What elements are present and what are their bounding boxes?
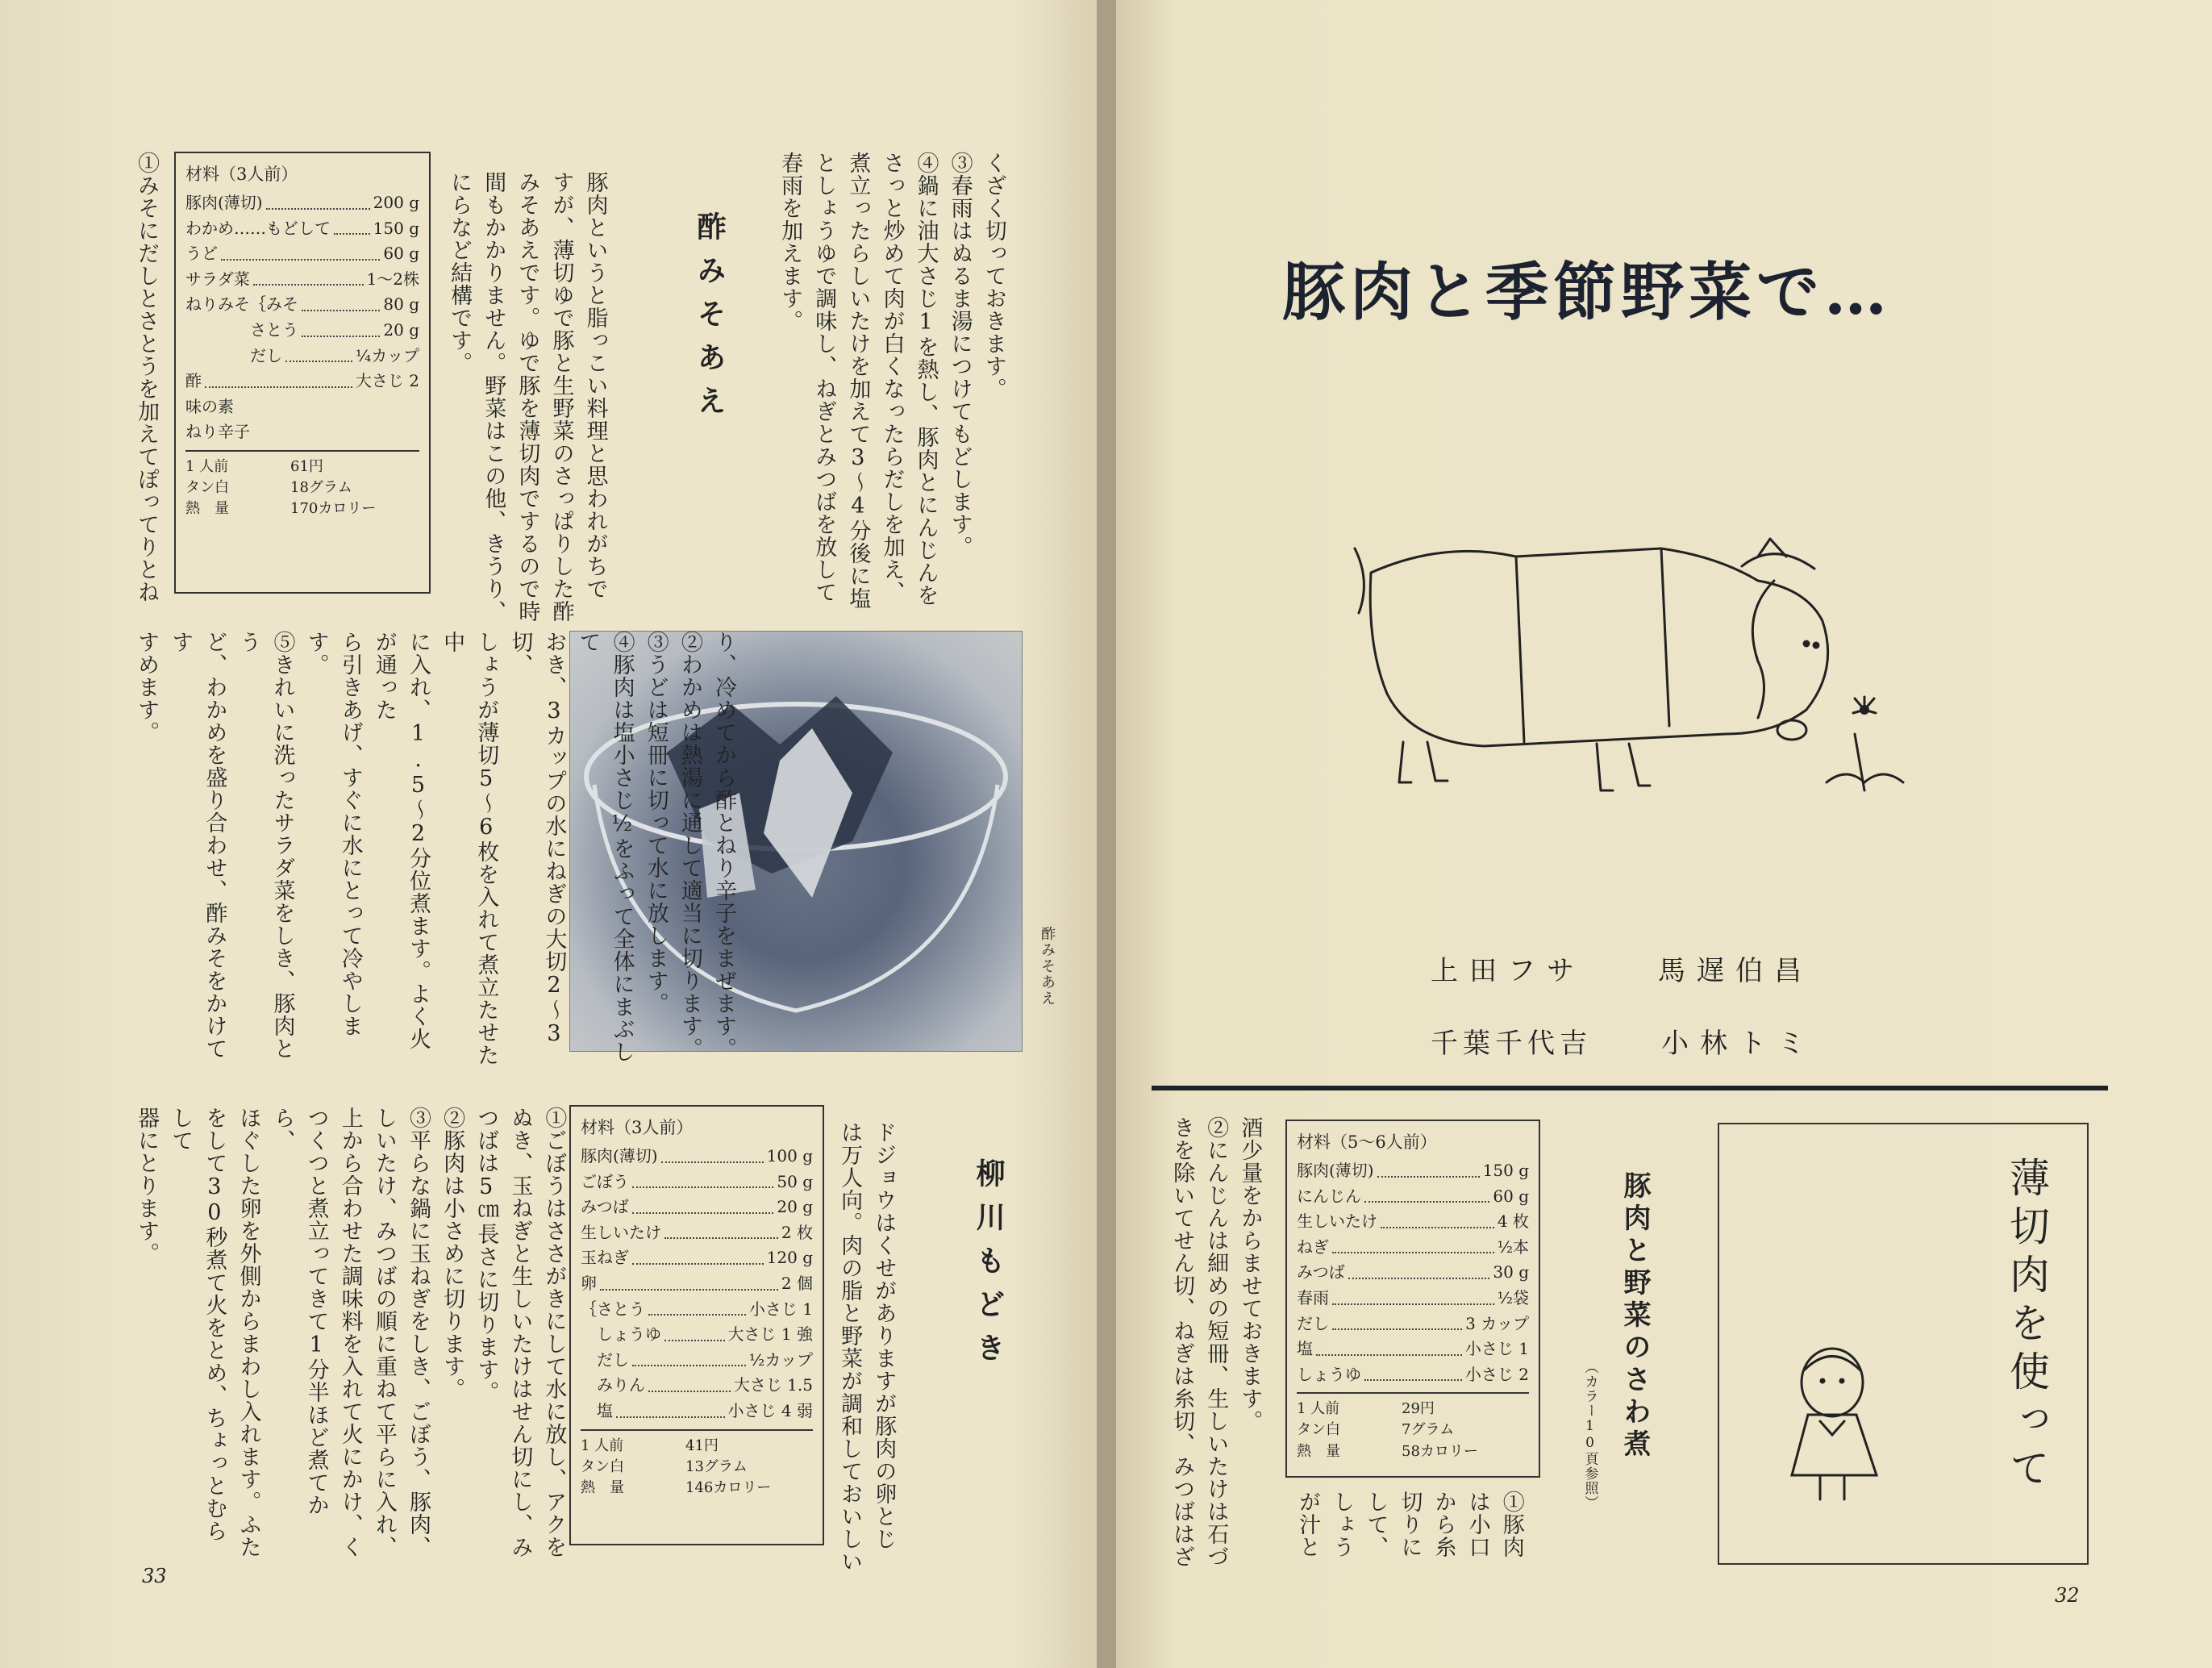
pig-illustration bbox=[1323, 524, 1935, 831]
nutrition-info: 1 人前 61円 タン白 18グラム 熱 量 170カロリー bbox=[185, 450, 419, 519]
steps-tail bbox=[773, 152, 1010, 652]
step-line: 酒少量をからませておきます。 bbox=[1237, 1116, 1263, 1432]
ingredients-title: 材料（3人前） bbox=[581, 1118, 694, 1137]
ingredient-row: 卵 2 個 bbox=[581, 1271, 813, 1297]
ingredient-row: 塩 小さじ 1 bbox=[1297, 1336, 1529, 1362]
intro-line: 豚肉というと脂っこい料理と思われがちで bbox=[582, 171, 608, 600]
photo-caption: 酢みそあえ bbox=[1039, 926, 1056, 1007]
ingredient-row: 塩 小さじ 4 弱 bbox=[581, 1399, 813, 1424]
page-number-right: 32 bbox=[2055, 1584, 2080, 1607]
step-line: つばは5㎝長さに切ります。 bbox=[473, 1107, 499, 1403]
recipe-title-yanagawa: 柳川もどき bbox=[972, 1158, 1006, 1376]
step-line: ど、わかめを盛り合わせ、酢みそをかけてす bbox=[168, 631, 227, 1060]
step1-sumiso: ①みそにだしとさとうを加えてぽってりとね bbox=[134, 152, 160, 603]
ingredient-row: 豚肉(薄切) 150 g bbox=[1297, 1158, 1529, 1184]
step-line: ②豚肉は小さめに切ります。 bbox=[439, 1107, 465, 1400]
step-line: して、 bbox=[1363, 1491, 1389, 1558]
ingredient-row: 玉ねぎ 120 g bbox=[581, 1245, 813, 1271]
ingredient-row: ｛さとう 小さじ 1 bbox=[581, 1297, 813, 1323]
step-line: ほぐした卵を外側からまわし入れます。ふた bbox=[235, 1107, 261, 1558]
steps-yanagawa bbox=[129, 1107, 570, 1558]
ingredient-row: しょうゆ 大さじ 1 強 bbox=[581, 1322, 813, 1348]
step-line: としょうゆで調味し、ねぎとみつばを放して bbox=[811, 152, 837, 603]
step-line: きを除いてせん切、ねぎは糸切、みつばはざ bbox=[1169, 1116, 1195, 1568]
step-line: ①豚肉 bbox=[1498, 1491, 1524, 1558]
ingredient-row: 春雨 ½袋 bbox=[1297, 1286, 1529, 1311]
ingredients-title: 材料（5〜6人前） bbox=[1297, 1132, 1437, 1152]
step-line: おき、3カップの水にねぎの大切2〜3切、 bbox=[507, 631, 567, 1047]
step-line: ③平らな鍋に玉ねぎをしき、ごぼう、豚肉、 bbox=[405, 1107, 431, 1558]
step-line: は小口 bbox=[1464, 1491, 1490, 1558]
step-line: 上から合わせた調味料を入れて火にかけ、く bbox=[337, 1107, 363, 1558]
nutrition-info: 1 人前 29円 タン白 7グラム 熱 量 58カロリー bbox=[1297, 1392, 1529, 1462]
ingredient-row: サラダ菜 1〜2株 bbox=[185, 267, 419, 293]
ingredients-box-sumiso bbox=[174, 152, 431, 594]
step-line: 切りに bbox=[1397, 1491, 1423, 1558]
step-line: すめます。 bbox=[134, 631, 160, 744]
step-line: くざく切っておきます。 bbox=[981, 152, 1006, 400]
ingredient-row: だし 3 カップ bbox=[1297, 1311, 1529, 1337]
ingredient-row: ごぼう 50 g bbox=[581, 1170, 813, 1195]
ingredient-row: 酢 大さじ 2 bbox=[185, 369, 419, 394]
nutrition-info: 1 人前 41円 タン白 13グラム 熱 量 146カロリー bbox=[581, 1429, 813, 1499]
author-ba: 馬遅伯昌 bbox=[1658, 955, 1813, 987]
intro-line: すが、薄切ゆで豚と生野菜のさっぱりした酢 bbox=[548, 171, 574, 623]
author-ueda: 上田フサ bbox=[1431, 955, 1585, 987]
ingredient-row: 豚肉(薄切) 100 g bbox=[581, 1144, 813, 1170]
main-title: 豚肉と季節野菜で… bbox=[1282, 256, 1893, 329]
ingredient-row: みつば 20 g bbox=[581, 1195, 813, 1220]
ingredient-row: ねり辛子 bbox=[185, 422, 250, 442]
step-line: ⑤きれいに洗ったサラダ菜をしき、豚肉とう bbox=[235, 631, 295, 1060]
step-line: ③うどは短冊に切って水に放します。 bbox=[643, 631, 669, 1015]
steps-sawani-left bbox=[1164, 1116, 1266, 1568]
step-line: しょうが薄切5〜6枚を入れて煮立たせた中 bbox=[439, 631, 499, 1066]
recipe-title-sumiso: 酢みそあえ bbox=[693, 211, 727, 429]
step-line: ぬき、玉ねぎと生しいたけはせん切にし、み bbox=[507, 1107, 533, 1558]
steps-sawani-right bbox=[1290, 1491, 1528, 1587]
ingredient-row: だし ¼カップ bbox=[185, 344, 419, 369]
step-line: り、冷めてから酢とねり辛子をまぜます。 bbox=[710, 631, 736, 1060]
step-line: ④鍋に油大さじ1を熱し、豚肉とにんじんを bbox=[913, 152, 939, 607]
ingredient-row: 生しいたけ 2 枚 bbox=[581, 1220, 813, 1246]
step-line: しょう bbox=[1329, 1491, 1355, 1558]
step-line: しいたけ、みつばの順に重ねて平らに入れ、 bbox=[371, 1107, 397, 1558]
intro-line: ドジョウはくせがありますが豚肉の卵とじ bbox=[871, 1121, 897, 1550]
step-line: が汁と bbox=[1295, 1491, 1321, 1558]
step-line: に入れ、1.5〜2分位煮ます。よく火が通った bbox=[371, 631, 431, 1050]
ingredient-row: みりん 大さじ 1.5 bbox=[581, 1373, 813, 1399]
step-line: をして30秒煮て火をとめ、ちょっとむらして bbox=[168, 1107, 227, 1542]
ingredient-row: ねりみそ｛みそ 80 g bbox=[185, 292, 419, 318]
step-line: ②にんじんは細めの短冊、生しいたけは石づ bbox=[1203, 1116, 1229, 1568]
ingredients-title: 材料（3人前） bbox=[185, 165, 298, 184]
step-line: つくつと煮立ってきて1分半ほど煮てから、 bbox=[269, 1107, 329, 1516]
ingredient-row: 豚肉(薄切) 200 g bbox=[185, 190, 419, 216]
feature-box bbox=[1718, 1123, 2089, 1565]
intro-line: 間もかかりません。野菜はこの他、きうり、 bbox=[481, 171, 506, 623]
step-line: ら引きあげ、すぐに水にとって冷やします。 bbox=[303, 631, 363, 1037]
steps-sumiso bbox=[129, 631, 740, 1066]
ingredient-row: うど 60 g bbox=[185, 241, 419, 267]
intro-line: は万人向。肉の脂と野菜が調和しておいしい bbox=[837, 1121, 863, 1573]
step-line: さっと炒めて肉が白くなったらだしを加え、 bbox=[879, 152, 905, 603]
ingredient-row: 味の素 bbox=[185, 396, 234, 416]
author-chiba: 千葉千代吉 bbox=[1431, 1028, 1592, 1060]
step-line: から糸 bbox=[1431, 1491, 1456, 1558]
author-kobayashi: 小林トミ bbox=[1661, 1028, 1816, 1060]
step-line: ③春雨はぬるま湯につけてもどします。 bbox=[947, 152, 973, 558]
recipe-note: （カラー10頁参照） bbox=[1581, 1360, 1598, 1510]
ingredient-row: だし ½カップ bbox=[581, 1348, 813, 1374]
ingredient-row: しょうゆ 小さじ 2 bbox=[1297, 1362, 1529, 1388]
ingredient-row: 生しいたけ 4 枚 bbox=[1297, 1209, 1529, 1235]
intro-line: みそあえです。ゆで豚を薄切肉でするので時 bbox=[514, 171, 540, 623]
section-rule bbox=[1152, 1086, 2108, 1090]
step-line: ②わかめは熱湯に通して適当に切ります。 bbox=[677, 631, 702, 1060]
ingredient-row: ねぎ ½本 bbox=[1297, 1235, 1529, 1261]
step-line: 春雨を加えます。 bbox=[777, 152, 803, 332]
step-line: ④豚肉は塩小さじ½をふって全体にまぶして bbox=[575, 631, 635, 1063]
intro-sumiso bbox=[442, 171, 612, 623]
step-line: 器にとります。 bbox=[134, 1107, 160, 1265]
recipe-title-sawani: 豚肉と野菜のさわ煮 bbox=[1618, 1171, 1652, 1462]
ingredient-row: にんじん 60 g bbox=[1297, 1184, 1529, 1210]
page-number-left: 33 bbox=[142, 1565, 167, 1587]
intro-line: にらなど結構です。 bbox=[447, 171, 473, 374]
ingredients-box-yanagawa bbox=[569, 1105, 824, 1545]
ingredients-box-sawani bbox=[1285, 1120, 1540, 1478]
girl-illustration bbox=[1776, 1334, 1905, 1512]
intro-yanagawa bbox=[832, 1121, 900, 1573]
book-gutter bbox=[1097, 0, 1116, 1668]
ingredient-row: みつば 30 g bbox=[1297, 1260, 1529, 1286]
step-line: 煮立ったらしいたけを加えて3〜4分後に塩 bbox=[845, 152, 871, 610]
ingredient-row: わかめ……もどして 150 g bbox=[185, 216, 419, 242]
step-line: ①ごぼうはささがきにして水に放し、アクを bbox=[541, 1107, 567, 1558]
feature-box-title: 薄切肉を使って bbox=[2003, 1157, 2050, 1495]
ingredient-row: さとう 20 g bbox=[185, 318, 419, 344]
